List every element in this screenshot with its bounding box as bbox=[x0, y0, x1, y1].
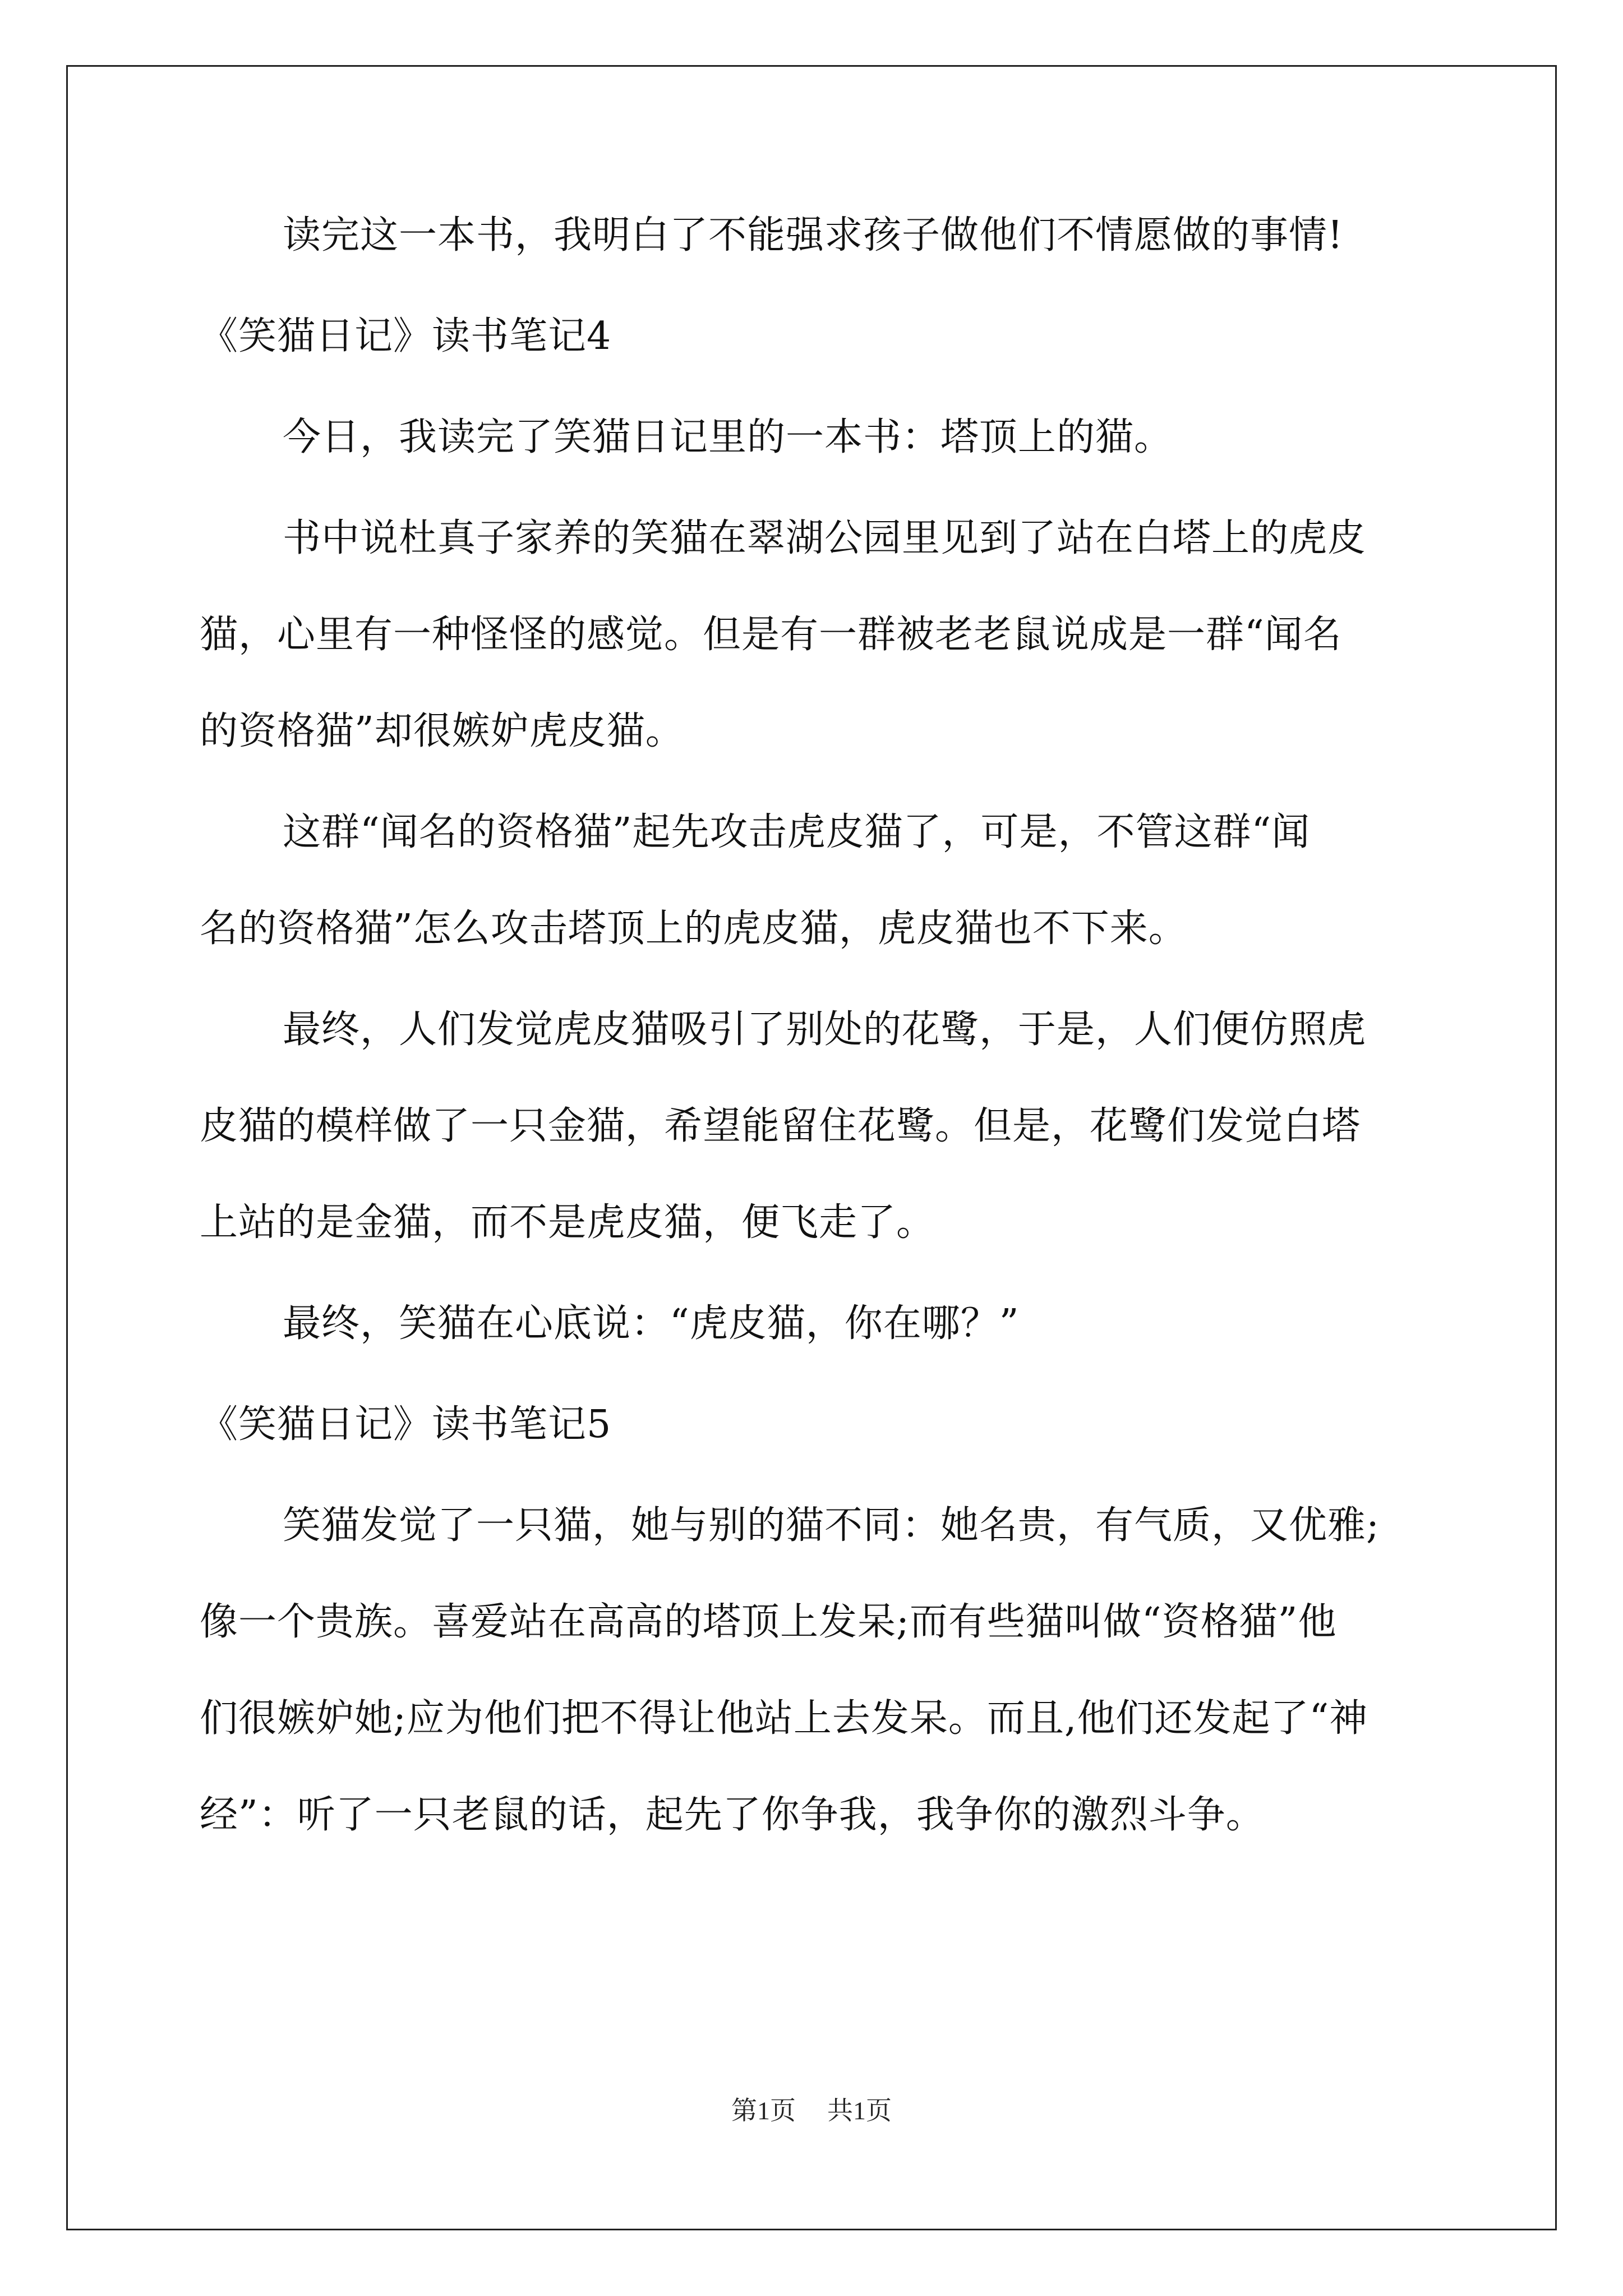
section-heading: 《笑猫日记》读书笔记5 bbox=[200, 1402, 612, 1447]
paragraph-line: 这群“闻名的资格猫”起先攻击虎皮猫了，可是，不管这群“闻 bbox=[283, 810, 1311, 854]
paragraph-line: 像一个贵族。喜爱站在高高的塔顶上发呆;而有些猫叫做“资格猫”他 bbox=[200, 1600, 1337, 1644]
paragraph-line: 今日，我读完了笑猫日记里的一本书：塔顶上的猫。 bbox=[283, 415, 1173, 459]
section-heading: 《笑猫日记》读书笔记4 bbox=[200, 314, 612, 358]
paragraph-line: 名的资格猫”怎么攻击塔顶上的虎皮猫，虎皮猫也不下来。 bbox=[200, 907, 1187, 951]
paragraph-line: 皮猫的模样做了一只金猫，希望能留住花鹭。但是，花鹭们发觉白塔 bbox=[200, 1104, 1361, 1148]
paragraph-line: 上站的是金猫，而不是虎皮猫，便飞走了。 bbox=[200, 1200, 935, 1245]
paragraph-line: 读完这一本书，我明白了不能强求孩子做他们不情愿做的事情! bbox=[283, 213, 1344, 257]
paragraph-line: 猫，心里有一种怪怪的感觉。但是有一群被老老鼠说成是一群“闻名 bbox=[200, 613, 1342, 657]
page-footer bbox=[0, 2090, 1623, 2127]
paragraph-line: 经”：听了一只老鼠的话，起先了你争我，我争你的激烈斗争。 bbox=[200, 1793, 1265, 1837]
paragraph-line: 笑猫发觉了一只猫，她与别的猫不同：她名贵，有气质，又优雅; bbox=[283, 1503, 1380, 1548]
document-body bbox=[200, 208, 1433, 1843]
paragraph-line: 的资格猫”却很嫉妒虎皮猫。 bbox=[200, 709, 684, 753]
paragraph-line: 最终，人们发觉虎皮猫吸引了别处的花鹭，于是，人们便仿照虎 bbox=[283, 1007, 1367, 1052]
page-number: 第1页 bbox=[731, 2096, 796, 2125]
paragraph-line: 最终，笑猫在心底说：“虎皮猫，你在哪？” bbox=[283, 1301, 1020, 1346]
paragraph-line: 书中说杜真子家养的笑猫在翠湖公园里见到了站在白塔上的虎皮 bbox=[283, 516, 1367, 560]
page-total: 共1页 bbox=[827, 2096, 892, 2125]
paragraph-line: 们很嫉妒她;应为他们把不得让他站上去发呆。而且,他们还发起了“神 bbox=[200, 1696, 1368, 1741]
